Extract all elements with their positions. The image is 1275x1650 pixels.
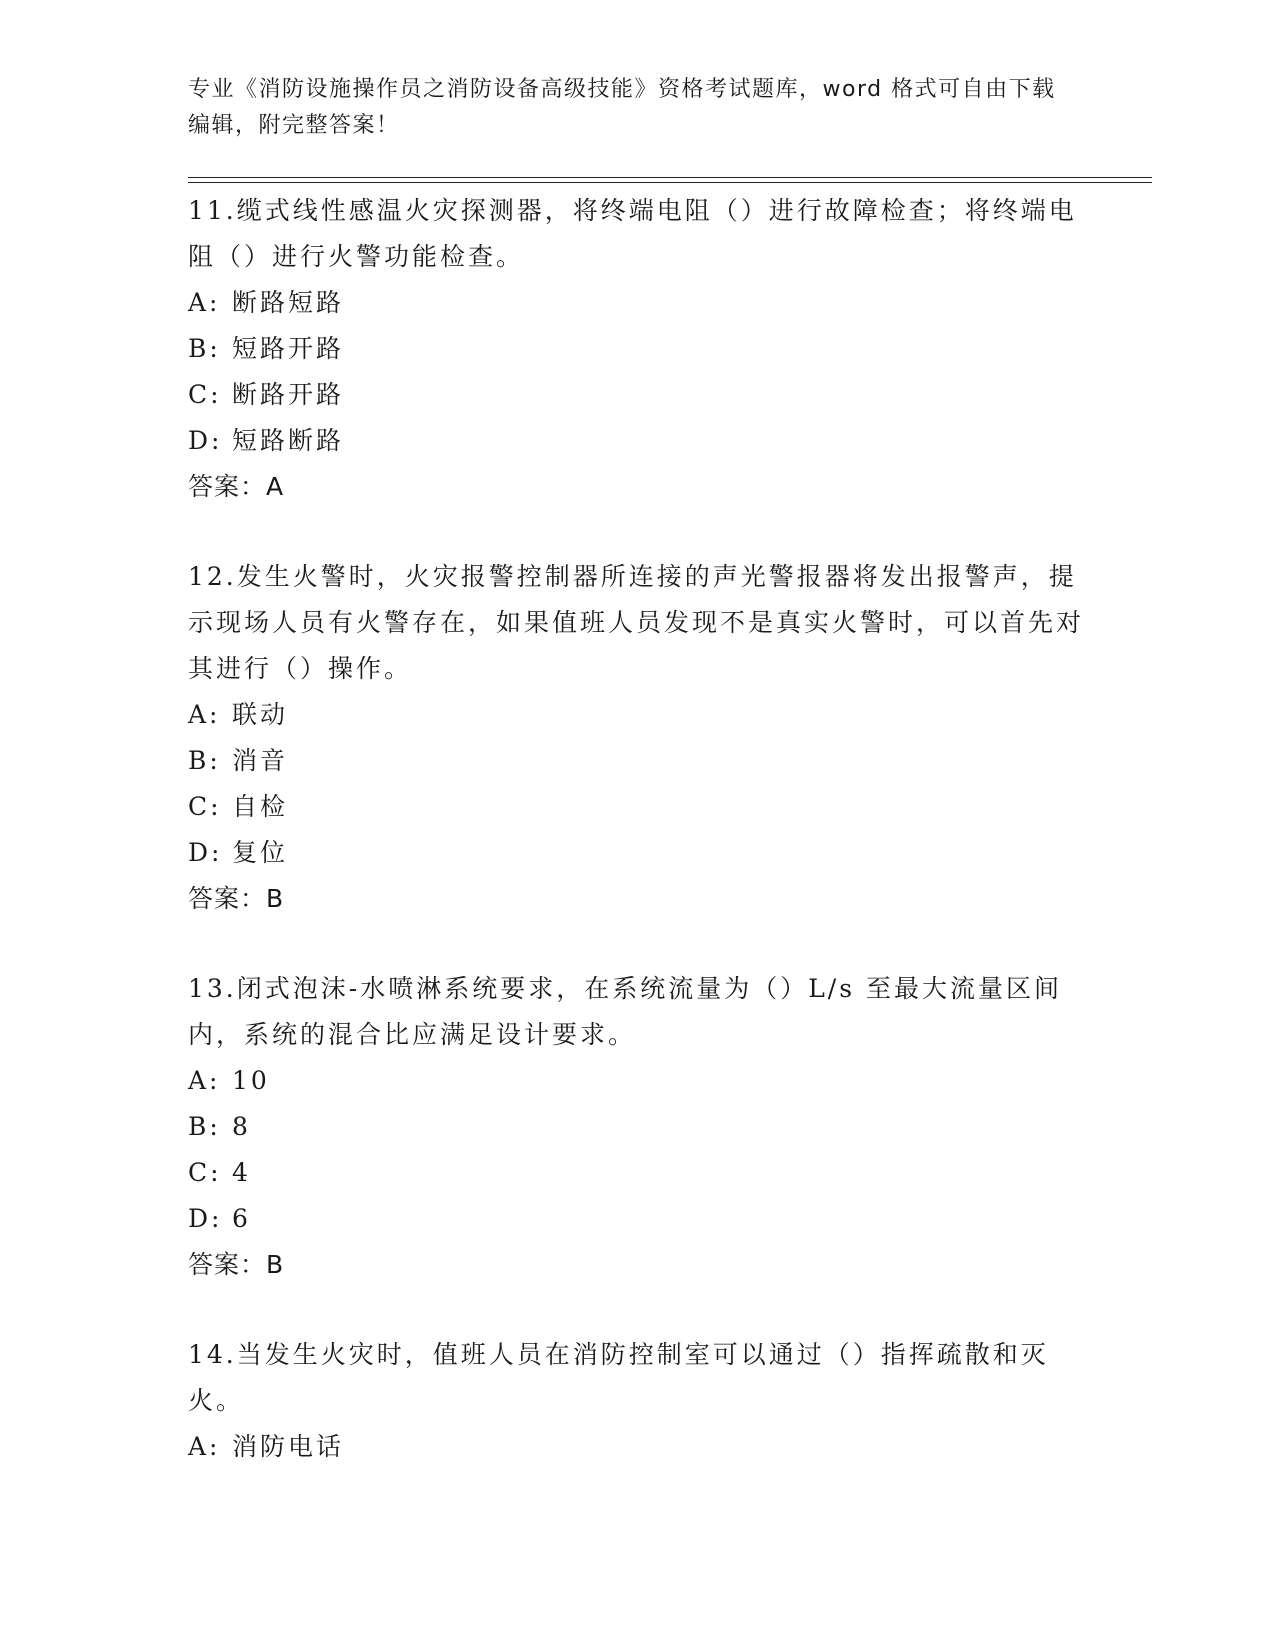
question-text: 12.发生火警时，火灾报警控制器所连接的声光警报器将发出报警声，提示现场人员有火警存在，如果值班人员发现不是真实火警时，可以首先对其进行（）操作。	[188, 562, 1085, 683]
option-key: D:	[188, 1204, 223, 1233]
question-11	[188, 188, 1088, 510]
option-key: A:	[188, 700, 221, 729]
option-value: 自检	[232, 792, 289, 821]
option-key: C:	[188, 380, 222, 409]
option-a	[188, 1424, 1088, 1470]
option-value: 8	[232, 1112, 251, 1141]
option-key: C:	[188, 792, 222, 821]
option-value: 消防电话	[232, 1432, 345, 1461]
option-key: B:	[188, 1112, 221, 1141]
question-spacer	[188, 1288, 1088, 1332]
question-12	[188, 554, 1088, 922]
option-key: B:	[188, 334, 221, 363]
option-d	[188, 830, 1088, 876]
option-value: 断路开路	[232, 380, 345, 409]
option-value: 消音	[232, 746, 289, 775]
option-b	[188, 1104, 1088, 1150]
document-header: 专业《消防设施操作员之消防设备高级技能》资格考试题库，word 格式可自由下载编辑，附完整答案！	[188, 77, 1056, 138]
question-list	[188, 188, 1088, 1470]
option-c	[188, 784, 1088, 830]
question-text: 14.当发生火灾时，值班人员在消防控制室可以通过（）指挥疏散和灭火。	[188, 1340, 1049, 1415]
option-c	[188, 372, 1088, 418]
option-key: D:	[188, 838, 223, 867]
option-b	[188, 326, 1088, 372]
option-key: B:	[188, 746, 221, 775]
option-key: A:	[188, 288, 221, 317]
question-spacer	[188, 922, 1088, 966]
option-value: 4	[232, 1158, 251, 1187]
option-value: 复位	[232, 838, 289, 867]
option-d	[188, 418, 1088, 464]
option-key: D:	[188, 426, 223, 455]
option-value: 联动	[232, 700, 289, 729]
option-value: 短路断路	[232, 426, 345, 455]
option-a	[188, 1058, 1088, 1104]
option-a	[188, 692, 1088, 738]
answer-line: 答案：B	[188, 1250, 285, 1279]
header-divider-top	[188, 177, 1152, 178]
option-d	[188, 1196, 1088, 1242]
question-13	[188, 966, 1088, 1288]
question-text: 11.缆式线性感温火灾探测器，将终端电阻（）进行故障检查；将终端电阻（）进行火警功能检查。	[188, 196, 1077, 271]
option-key: C:	[188, 1158, 222, 1187]
option-b	[188, 738, 1088, 784]
option-value: 6	[232, 1204, 251, 1233]
option-key: A:	[188, 1432, 221, 1461]
option-value: 10	[232, 1066, 270, 1095]
header-divider-bottom	[188, 182, 1152, 183]
option-value: 断路短路	[232, 288, 345, 317]
question-14	[188, 1332, 1088, 1470]
question-text: 13.闭式泡沫-水喷淋系统要求，在系统流量为（）L/s 至最大流量区间内，系统的混合比应满足设计要求。	[188, 974, 1063, 1049]
option-a	[188, 280, 1088, 326]
option-key: A:	[188, 1066, 221, 1095]
option-c	[188, 1150, 1088, 1196]
answer-line: 答案：B	[188, 884, 285, 913]
option-value: 短路开路	[232, 334, 345, 363]
answer-line: 答案：A	[188, 472, 285, 501]
question-spacer	[188, 510, 1088, 554]
